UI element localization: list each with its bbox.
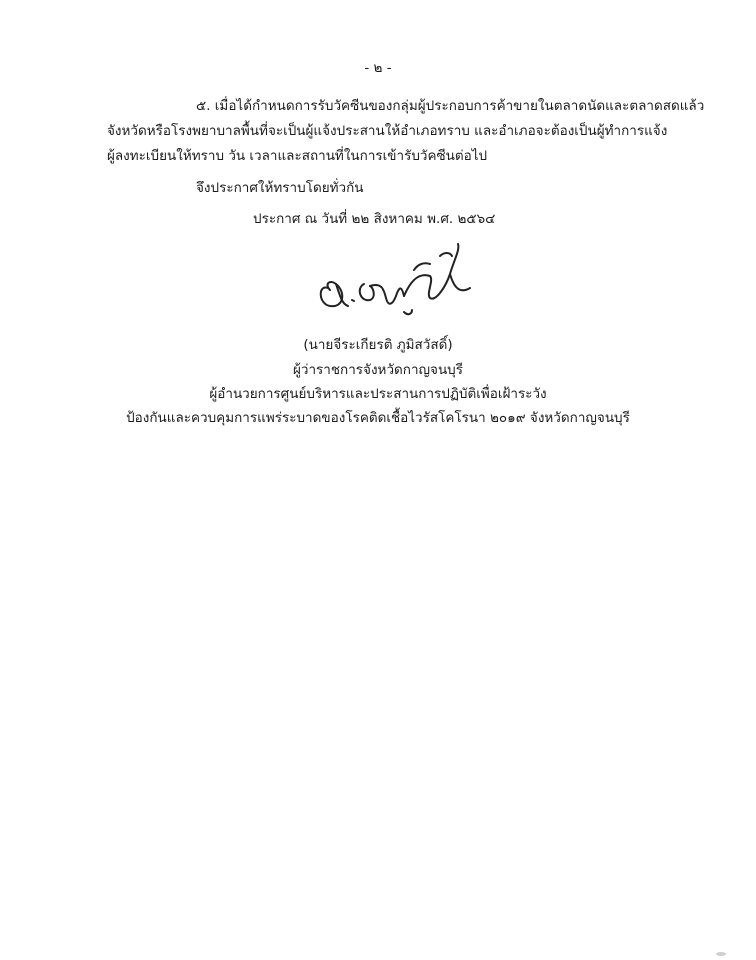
signatory-position-1: ผู้ว่าราชการจังหวัดกาญจนบุรี xyxy=(292,362,464,378)
scan-artifact xyxy=(716,952,726,956)
signatory-position-2: ผู้อำนวยการศูนย์บริหารและประสานการปฏิบัติเพื่อเฝ้าระวัง xyxy=(209,386,547,402)
signature-image xyxy=(300,236,480,326)
page-number: - ๒ - xyxy=(364,60,392,76)
signatory-name: (นายจีระเกียรติ ภูมิสวัสดิ์) xyxy=(303,337,453,353)
announcement-date: ประกาศ ณ วันที่ ๒๒ สิงหาคม พ.ศ. ๒๕๖๔ xyxy=(253,211,496,227)
paragraph-5-line-2: จังหวัดหรือโรงพยาบาลพื้นที่จะเป็นผู้แจ้งประสานให้อำเภอทราบ และอำเภอจะต้องเป็นผู้ทำการแจ้ง xyxy=(107,123,668,139)
signatory-position-3: ป้องกันและควบคุมการแพร่ระบาดของโรคติดเชื้อไวรัสโคโรนา ๒๐๑๙ จังหวัดกาญจนบุรี xyxy=(126,410,630,426)
closing-statement: จึงประกาศให้ทราบโดยทั่วกัน xyxy=(196,180,364,196)
paragraph-5-line-1: ๕. เมื่อได้กำหนดการรับวัคซีนของกลุ่มผู้ประกอบการค้าขายในตลาดนัดและตลาดสดแล้ว xyxy=(196,98,705,114)
paragraph-5-line-3: ผู้ลงทะเบียนให้ทราบ วัน เวลาและสถานที่ในการเข้ารับวัคซีนต่อไป xyxy=(107,148,488,164)
